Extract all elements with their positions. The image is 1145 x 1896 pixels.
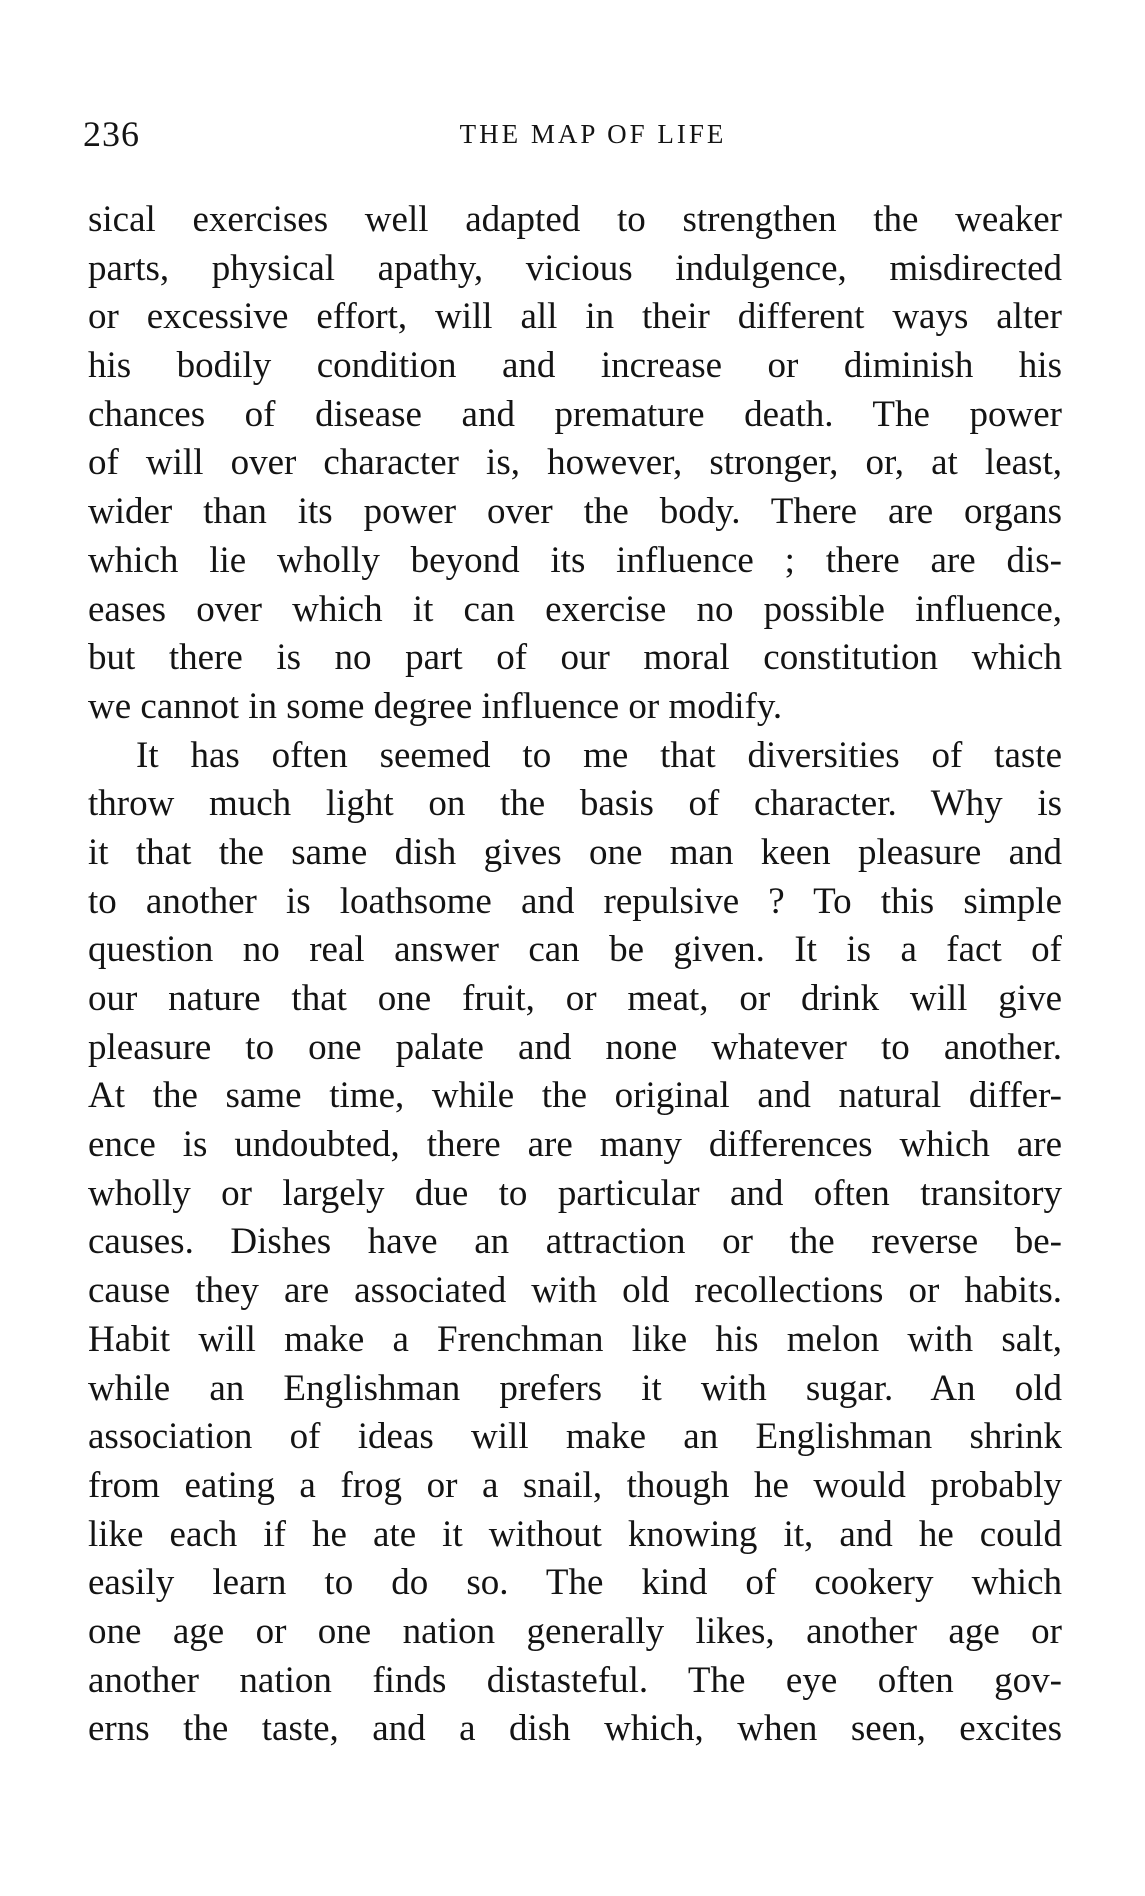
text-line: while an Englishman prefers it with sugar. An old (88, 1367, 1062, 1409)
text-line: At the same time, while the original and natural differ- (88, 1075, 1062, 1117)
text-line: Habit will make a Frenchman like his melon with salt, (88, 1318, 1062, 1360)
text-line: throw much light on the basis of character. Why is (88, 783, 1062, 825)
text-line: sical exercises well adapted to strengthen the weaker (88, 199, 1062, 240)
text-line: wholly or largely due to particular and often transitory (88, 1172, 1062, 1214)
page-number: 236 (83, 114, 140, 154)
text-line: to another is loathsome and repulsive ? To this simple (88, 880, 1062, 922)
text-line: it that the same dish gives one man keen pleasure and (88, 831, 1062, 873)
text-line: pleasure to one palate and none whatever to another. (88, 1026, 1062, 1068)
text-line: like each if he ate it without knowing it, and he could (88, 1513, 1062, 1555)
text-line: our nature that one fruit, or meat, or drink will give (88, 978, 1062, 1019)
text-line: but there is no part of our moral constitution which (88, 637, 1062, 679)
text-line: It has often seemed to me that diversities of taste (136, 734, 1062, 776)
text-line: one age or one nation generally likes, another age or (88, 1610, 1062, 1652)
text-line: association of ideas will make an Englishman shrink (88, 1416, 1062, 1458)
text-line: or excessive effort, will all in their different ways alter (88, 296, 1062, 338)
text-line: his bodily condition and increase or diminish his (88, 345, 1062, 387)
text-line: wider than its power over the body. There are organs (88, 491, 1062, 533)
text-line: from eating a frog or a snail, though he would probably (88, 1464, 1062, 1506)
text-line: ence is undoubted, there are many differences which are (88, 1124, 1062, 1166)
text-line: we cannot in some degree influence or modify. (88, 685, 783, 727)
text-line: easily learn to do so. The kind of cookery which (88, 1562, 1062, 1604)
running-title: THE MAP OF LIFE (459, 119, 727, 149)
paragraph-2 (88, 732, 1062, 1754)
text-line: of will over character is, however, stronger, or, at least, (88, 442, 1062, 484)
text-line: parts, physical apathy, vicious indulgence, misdirected (88, 247, 1062, 289)
text-line: eases over which it can exercise no possible influence, (88, 588, 1062, 630)
text-line: another nation finds distasteful. The eye often gov- (88, 1659, 1062, 1701)
text-line: erns the taste, and a dish which, when seen, excites (88, 1708, 1062, 1750)
paragraph-1 (88, 196, 1062, 732)
text-line: cause they are associated with old recollections or habits. (88, 1270, 1062, 1312)
body-text (88, 196, 1062, 1754)
text-line: causes. Dishes have an attraction or the reverse be- (88, 1221, 1062, 1263)
text-line: question no real answer can be given. It is a fact of (88, 929, 1062, 971)
running-head (83, 112, 1063, 162)
text-line: which lie wholly beyond its influence ; there are dis- (88, 539, 1062, 581)
text-line: chances of disease and premature death. The power (88, 393, 1062, 435)
